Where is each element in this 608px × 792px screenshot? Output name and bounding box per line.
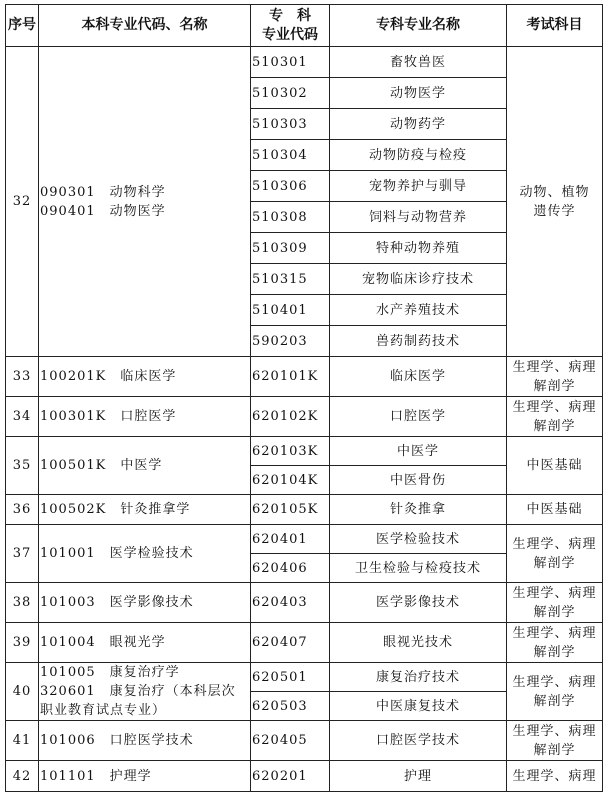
assoc-code-cell: 620407: [251, 623, 330, 663]
bachelor-major-cell: [39, 437, 251, 495]
assoc-name-cell: 中医骨伤: [330, 466, 507, 495]
assoc-name-cell: 医学影像技术: [330, 583, 507, 623]
bachelor-major-cell: [39, 761, 251, 792]
assoc-name-cell: 护理: [330, 761, 507, 792]
assoc-name-cell: 宠物养护与驯导: [330, 171, 507, 202]
assoc-code-cell: 620101K: [251, 357, 330, 397]
bachelor-major-line: 101003 医学影像技术: [40, 595, 194, 610]
seq-cell: 38: [6, 583, 39, 623]
exam-subject-line: 解剖学: [533, 418, 576, 434]
exam-subject-line: 中医基础: [526, 458, 583, 473]
bachelor-major-line: 100501K 中医学: [40, 458, 163, 473]
exam-subject-cell: [507, 437, 603, 495]
assoc-name-cell: 临床医学: [330, 357, 507, 397]
assoc-name-cell: 动物防疫与检疫: [330, 140, 507, 171]
header-row: [6, 5, 603, 47]
assoc-name-cell: 饲料与动物营养: [330, 202, 507, 233]
assoc-code-cell: 510306: [251, 171, 330, 202]
assoc-name-cell: 口腔医学技术: [330, 721, 507, 761]
table-row: [6, 623, 603, 663]
bachelor-major-cell: [39, 397, 251, 437]
seq-cell: 32: [6, 47, 39, 357]
exam-subject-line: 生理学、病理: [512, 768, 597, 784]
bachelor-major-cell: [39, 357, 251, 397]
bachelor-major-cell: [39, 583, 251, 623]
bachelor-major-line: 101004 眼视光学: [40, 635, 166, 650]
bachelor-major-line: 100502K 针灸推拿学: [40, 502, 191, 517]
seq-cell: 34: [6, 397, 39, 437]
header-assoc-code-line1: 专 科: [269, 7, 311, 24]
exam-subject-line: 生理学、病理: [512, 585, 597, 601]
bachelor-major-cell: [39, 623, 251, 663]
assoc-name-cell: 宠物临床诊疗技术: [330, 264, 507, 295]
header-subject: 考试科目: [507, 5, 603, 47]
seq-cell: 33: [6, 357, 39, 397]
seq-cell: 41: [6, 721, 39, 761]
bachelor-major-line: 101005 康复治疗学: [40, 665, 180, 680]
exam-subject-line: 生理学、病理: [512, 625, 597, 641]
exam-subject-line: 解剖学: [533, 693, 576, 709]
assoc-code-cell: 620103K: [251, 437, 330, 466]
bachelor-major-cell: [39, 663, 251, 721]
exam-subject-line: 生理学、病理: [512, 536, 597, 552]
assoc-code-cell: 510315: [251, 264, 330, 295]
assoc-code-cell: 620102K: [251, 397, 330, 437]
assoc-code-cell: 620105K: [251, 495, 330, 525]
seq-cell: 42: [6, 761, 39, 792]
assoc-code-cell: 620405: [251, 721, 330, 761]
assoc-code-cell: 620503: [251, 692, 330, 721]
header-assoc-code: [251, 5, 330, 47]
bachelor-major-line: 100201K 临床医学: [40, 369, 177, 384]
table-row: [6, 721, 603, 761]
exam-subject-line: 解剖学: [533, 742, 576, 758]
exam-subject-cell: [507, 525, 603, 583]
bachelor-major-line: 320601 康复治疗（本科层次: [40, 684, 236, 699]
assoc-name-cell: 动物药学: [330, 109, 507, 140]
exam-subject-cell: [507, 761, 603, 792]
bachelor-major-cell: [39, 525, 251, 583]
bachelor-major-line: 090301 动物科学: [40, 184, 166, 200]
table-row: [6, 583, 603, 623]
seq-cell: 35: [6, 437, 39, 495]
exam-subject-line: 动物、植物: [519, 184, 590, 200]
bachelor-major-line: 101006 口腔医学技术: [40, 733, 194, 748]
assoc-name-cell: 动物医学: [330, 78, 507, 109]
exam-subject-cell: [507, 357, 603, 397]
exam-subject-cell: [507, 721, 603, 761]
table-row: [6, 761, 603, 792]
bachelor-major-line: 职业教育试点专业）: [40, 703, 167, 718]
assoc-name-cell: 眼视光技术: [330, 623, 507, 663]
exam-subject-cell: [507, 623, 603, 663]
assoc-name-cell: 医学检验技术: [330, 525, 507, 554]
assoc-code-cell: 620401: [251, 525, 330, 554]
table-row: [6, 357, 603, 397]
header-bachelor: 本科专业代码、名称: [39, 5, 251, 47]
exam-subject-line: 生理学、病理: [512, 723, 597, 739]
assoc-name-cell: 兽药制药技术: [330, 326, 507, 357]
exam-subject-line: 中医基础: [526, 502, 583, 517]
assoc-name-cell: 口腔医学: [330, 397, 507, 437]
header-assoc-code-line2: 专业代码: [262, 26, 318, 43]
table-row: [6, 397, 603, 437]
table-row: [6, 437, 603, 466]
seq-cell: 36: [6, 495, 39, 525]
assoc-name-cell: 畜牧兽医: [330, 47, 507, 78]
assoc-code-cell: 510304: [251, 140, 330, 171]
exam-subject-line: 生理学、病理: [512, 399, 597, 415]
assoc-name-cell: 康复治疗技术: [330, 663, 507, 692]
exam-subject-cell: [507, 495, 603, 525]
exam-subject-line: 解剖学: [533, 644, 576, 660]
bachelor-major-line: 090401 动物医学: [40, 203, 166, 219]
bachelor-major-line: 101001 医学检验技术: [40, 546, 194, 561]
assoc-name-cell: 水产养殖技术: [330, 295, 507, 326]
assoc-name-cell: 针灸推拿: [330, 495, 507, 525]
exam-subject-cell: [507, 583, 603, 623]
assoc-name-cell: 特种动物养殖: [330, 233, 507, 264]
header-assoc-name: 专科专业名称: [330, 5, 507, 47]
exam-subject-cell: [507, 397, 603, 437]
assoc-code-cell: 620501: [251, 663, 330, 692]
table-row: [6, 663, 603, 692]
table-row: [6, 525, 603, 554]
assoc-code-cell: 620406: [251, 554, 330, 583]
exam-subject-line: 遗传学: [533, 203, 576, 219]
seq-cell: 39: [6, 623, 39, 663]
assoc-name-cell: 中医康复技术: [330, 692, 507, 721]
bachelor-major-cell: [39, 721, 251, 761]
seq-cell: 40: [6, 663, 39, 721]
assoc-code-cell: 510302: [251, 78, 330, 109]
assoc-name-cell: 卫生检验与检疫技术: [330, 554, 507, 583]
assoc-code-cell: 590203: [251, 326, 330, 357]
assoc-code-cell: 510301: [251, 47, 330, 78]
exam-subject-line: 解剖学: [533, 555, 576, 571]
exam-subject-cell: [507, 47, 603, 357]
bachelor-major-line: 100301K 口腔医学: [40, 409, 177, 424]
assoc-code-cell: 620201: [251, 761, 330, 792]
assoc-code-cell: 510308: [251, 202, 330, 233]
bachelor-major-line: 101101 护理学: [40, 768, 152, 784]
exam-subject-cell: [507, 663, 603, 721]
bachelor-major-cell: [39, 47, 251, 357]
assoc-code-cell: 510401: [251, 295, 330, 326]
assoc-code-cell: 510309: [251, 233, 330, 264]
assoc-code-cell: 510303: [251, 109, 330, 140]
major-mapping-table: [5, 4, 603, 792]
table-row: [6, 495, 603, 525]
exam-subject-line: 生理学、病理: [512, 359, 597, 375]
exam-subject-line: 解剖学: [533, 604, 576, 620]
bachelor-major-cell: [39, 495, 251, 525]
seq-cell: 37: [6, 525, 39, 583]
assoc-code-cell: 620403: [251, 583, 330, 623]
exam-subject-line: 解剖学: [533, 378, 576, 394]
assoc-code-cell: 620104K: [251, 466, 330, 495]
table-body: [6, 47, 603, 792]
header-seq: 序号: [6, 5, 39, 47]
assoc-name-cell: 中医学: [330, 437, 507, 466]
exam-subject-line: 生理学、病理: [512, 674, 597, 690]
table-row: [6, 47, 603, 78]
